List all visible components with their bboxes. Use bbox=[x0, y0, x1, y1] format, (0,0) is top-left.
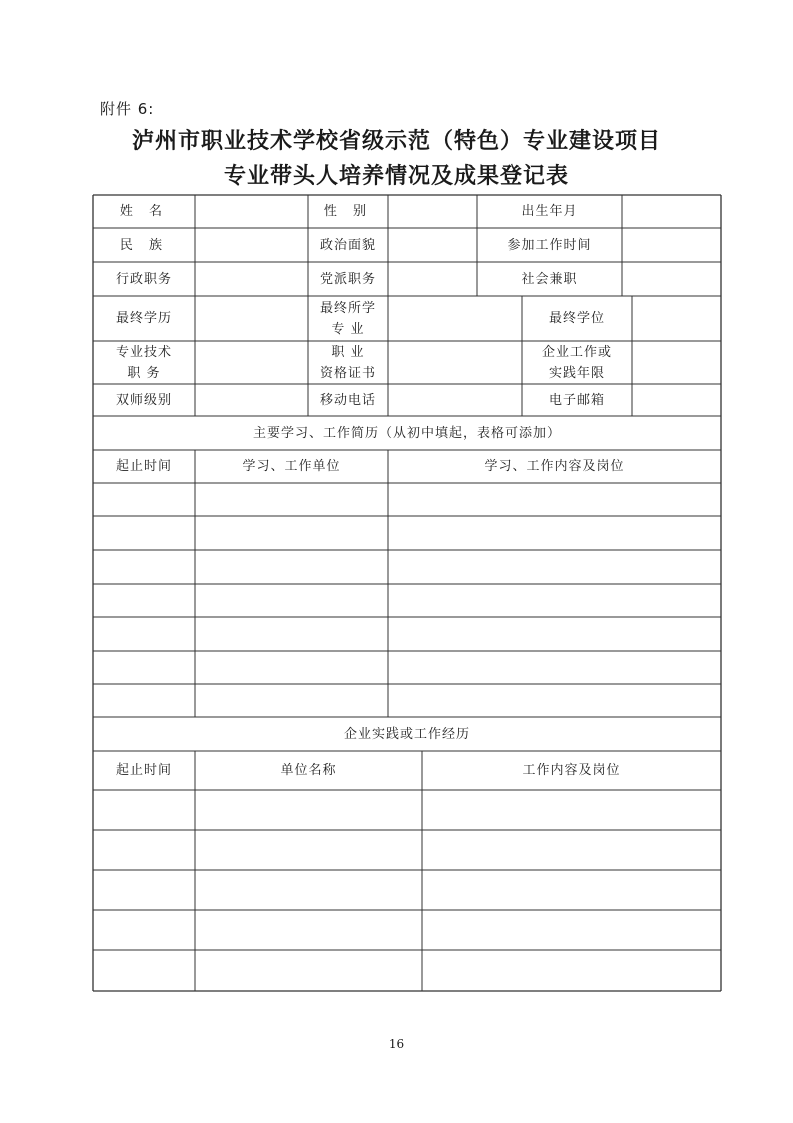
form-title-line1: 泸州市职业技术学校省级示范（特色）专业建设项目 bbox=[131, 128, 661, 154]
practice-col-period: 起止时间 bbox=[115, 763, 172, 778]
label-work-start-date: 参加工作时间 bbox=[507, 237, 592, 253]
label-political-status: 政治面貌 bbox=[319, 237, 376, 253]
label-mobile-phone: 移动电话 bbox=[319, 392, 376, 408]
resume-col-unit: 学习、工作单位 bbox=[242, 459, 341, 474]
page-number: 16 bbox=[388, 1037, 405, 1051]
label-dual-teacher-level: 双师级别 bbox=[115, 392, 172, 408]
resume-col-period: 起止时间 bbox=[115, 459, 172, 474]
label-degree: 最终学位 bbox=[548, 311, 605, 326]
label-enterprise-years-line2: 实践年限 bbox=[548, 365, 605, 381]
label-social-post: 社会兼职 bbox=[521, 271, 578, 287]
label-email: 电子邮箱 bbox=[548, 392, 605, 408]
label-birth-date: 出生年月 bbox=[521, 204, 578, 219]
practice-section-title: 企业实践或工作经历 bbox=[343, 726, 470, 742]
form-title-line2: 专业带头人培养情况及成果登记表 bbox=[223, 163, 569, 189]
label-name: 姓 名 bbox=[119, 204, 169, 219]
label-enterprise-years-line1: 企业工作或 bbox=[541, 344, 612, 360]
label-professional-title bbox=[93, 341, 195, 384]
label-admin-post: 行政职务 bbox=[115, 271, 172, 287]
label-education: 最终学历 bbox=[115, 311, 172, 326]
label-professional-title-line1: 专业技术 bbox=[115, 344, 172, 360]
practice-col-unit: 单位名称 bbox=[280, 763, 337, 778]
resume-col-content: 学习、工作内容及岗位 bbox=[484, 459, 625, 474]
label-major bbox=[308, 296, 388, 341]
label-qualification-cert-line2: 资格证书 bbox=[319, 365, 376, 381]
label-gender: 性 别 bbox=[323, 204, 373, 219]
label-qualification-cert-line1: 职 业 bbox=[331, 344, 365, 360]
label-party-post: 党派职务 bbox=[319, 271, 376, 287]
label-major-line2: 专 业 bbox=[331, 321, 365, 337]
label-professional-title-line2: 职 务 bbox=[127, 365, 161, 381]
annex-label: 附件 6: bbox=[100, 100, 155, 118]
practice-col-content: 工作内容及岗位 bbox=[522, 763, 621, 778]
resume-section-title: 主要学习、工作简历（从初中填起，表格可添加） bbox=[252, 425, 561, 441]
label-enterprise-years bbox=[522, 341, 632, 384]
label-ethnicity: 民 族 bbox=[119, 237, 169, 253]
label-major-line1: 最终所学 bbox=[319, 300, 376, 316]
label-qualification-cert bbox=[308, 341, 388, 384]
